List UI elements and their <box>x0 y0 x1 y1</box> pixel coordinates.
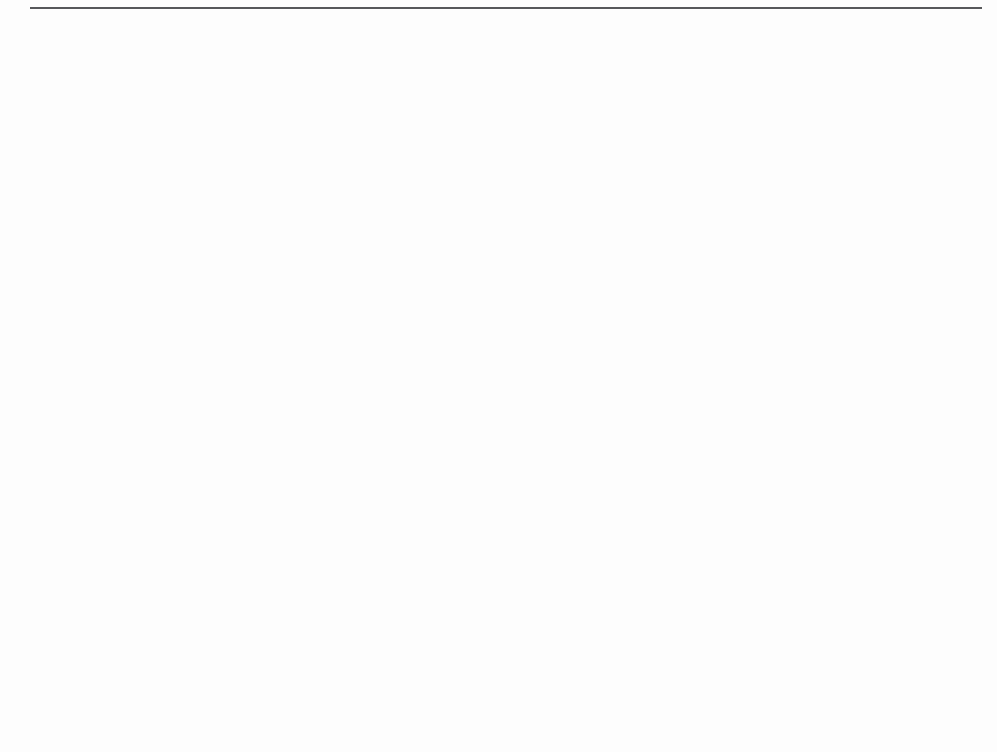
frequency-diagram <box>0 40 997 512</box>
top-rule <box>30 7 982 9</box>
best-time-table <box>0 520 997 752</box>
